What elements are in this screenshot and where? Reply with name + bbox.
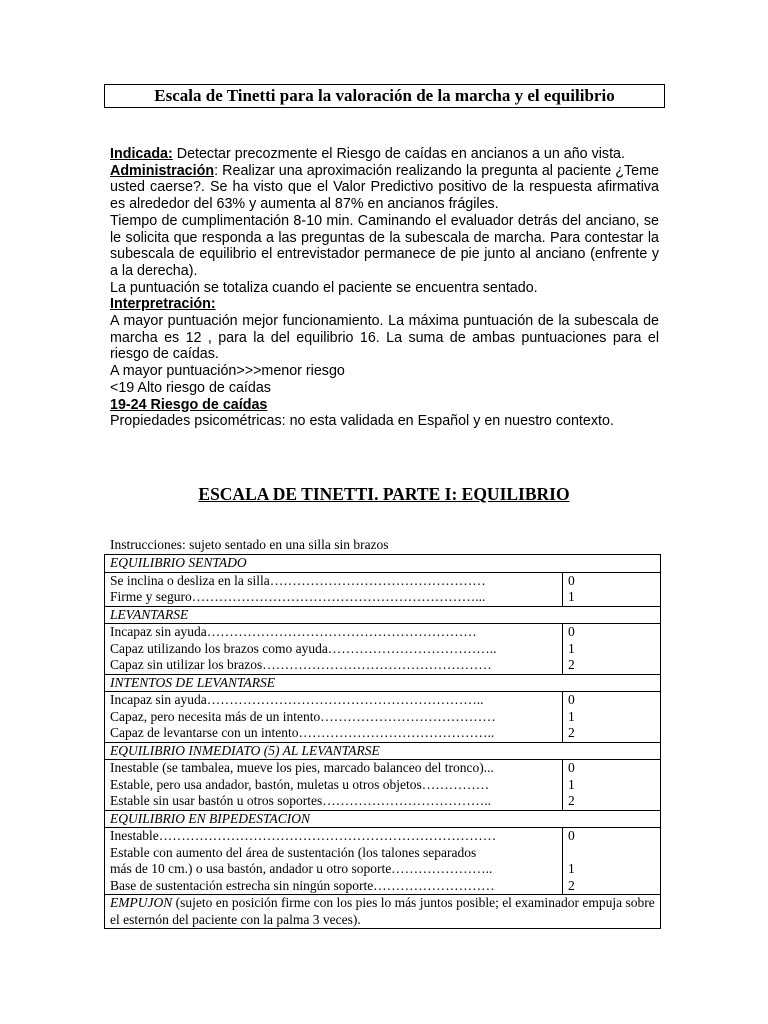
document-title: Escala de Tinetti para la valoración de la marcha y el equilibrio	[104, 84, 665, 108]
score-value: 0	[568, 692, 575, 707]
table-section-header	[105, 742, 661, 760]
section-header-levantarse: LEVANTARSE	[105, 606, 661, 624]
score-value: 2	[568, 793, 575, 808]
table-row	[105, 692, 661, 743]
item-text: Estable sin usar bastón u otros soportes………………………………..	[110, 793, 491, 808]
administracion-paragraph	[110, 163, 659, 213]
item-text: Capaz sin utilizar los brazos……………………………………………	[110, 657, 492, 672]
item-text: Incapaz sin ayuda……………………………………………………..	[110, 692, 484, 707]
intro-block	[110, 146, 659, 430]
item-cell	[105, 760, 563, 811]
item-text: Base de sustentación estrecha sin ningún soporte………………………	[110, 877, 495, 893]
indicada-paragraph	[110, 146, 659, 163]
section-header-intentos: INTENTOS DE LEVANTARSE	[105, 674, 661, 692]
score-value: 2	[568, 877, 575, 893]
section-header-equilibrio-sentado: EQUILIBRIO SENTADO	[105, 555, 661, 573]
score-value: 0	[568, 828, 575, 843]
item-cell	[105, 692, 563, 743]
equilibrio-table	[104, 554, 661, 929]
item-cell	[105, 828, 563, 895]
indicada-text: Detectar precozmente el Riesgo de caídas en ancianos a un año vista.	[172, 146, 625, 162]
table-row	[105, 895, 661, 929]
score-value: 2	[568, 657, 575, 672]
item-text: Estable, pero usa andador, bastón, muletas u otros objetos……………	[110, 776, 490, 792]
score-value: 1	[568, 861, 575, 876]
empujon-text: (sujeto en posición firme con los pies lo más juntos posible; el examinador empuja sobre el esternón del paciente con la palma 3 veces).	[110, 895, 655, 927]
item-text: Inestable…………………………………………………………………	[110, 828, 497, 843]
riesgo-label: 19-24 Riesgo de caídas	[110, 396, 268, 413]
item-text: Incapaz sin ayuda……………………………………………………	[110, 624, 477, 639]
score-value: 0	[568, 624, 575, 639]
interpretacion-heading	[110, 296, 659, 313]
section-title: ESCALA DE TINETTI. PARTE I: EQUILIBRIO	[198, 484, 570, 504]
interpretacion-label: Interpretración:	[110, 296, 216, 313]
score-cell	[563, 692, 661, 743]
tiempo-paragraph: Tiempo de cumplimentación 8-10 min. Caminando el evaluador detrás del anciano, se le solicita que responda a las preguntas de la subescala de marcha. Para contestar la subescala de equilibrio el entrevistador permanece de pie junto al anciano (enfrente y a la derecha).	[110, 212, 659, 279]
item-text: Estable con aumento del área de sustentación (los talones separados	[110, 844, 477, 860]
item-text: Firme y seguro………………………………………………………...	[110, 589, 486, 604]
score-spacer	[568, 845, 660, 862]
score-cell	[563, 828, 661, 895]
alto-riesgo-line: <19 Alto riesgo de caídas	[110, 379, 271, 396]
score-value: 0	[568, 760, 575, 775]
item-text: más de 10 cm.) o usa bastón, andador u otro soporte…………………..	[110, 861, 493, 876]
item-text: Se inclina o desliza en la silla…………………………………………	[110, 572, 486, 588]
mayor-puntuacion-line: A mayor puntuación>>>menor riesgo	[110, 363, 345, 380]
empujon-cell	[105, 895, 661, 929]
score-value: 1	[568, 708, 575, 724]
section-header-equilibrio-inmediato: EQUILIBRIO INMEDIATO (5) AL LEVANTARSE	[105, 742, 661, 760]
administracion-label: Administración	[110, 162, 215, 179]
table-section-header	[105, 674, 661, 692]
score-value: 2	[568, 725, 575, 740]
propiedades-line: Propiedades psicométricas: no esta validada en Español y en nuestro contexto.	[110, 413, 614, 430]
score-cell	[563, 760, 661, 811]
table-row	[105, 624, 661, 675]
score-cell	[563, 572, 661, 606]
empujon-label: EMPUJON	[110, 895, 173, 910]
item-text: Capaz de levantarse con un intento……………………………………..	[110, 725, 495, 740]
item-cell	[105, 572, 563, 606]
table-row	[105, 572, 661, 606]
score-value: 1	[568, 589, 575, 604]
table-row	[105, 828, 661, 895]
table-row	[105, 760, 661, 811]
score-value: 1	[568, 776, 575, 792]
table-section-header	[105, 555, 661, 573]
table-section-header	[105, 606, 661, 624]
item-text: Capaz, pero necesita más de un intento…………………………………	[110, 708, 496, 724]
table-section-header	[105, 810, 661, 828]
interpretacion-paragraph: A mayor puntuación mejor funcionamiento. La máxima puntuación de la subescala de marcha es 12 , para la del equilibrio 16. La suma de ambas puntuaciones para el riesgo de caídas.	[110, 313, 659, 363]
score-cell	[563, 624, 661, 675]
score-value: 0	[568, 572, 575, 588]
item-text: Capaz utilizando los brazos como ayuda………………………………..	[110, 640, 497, 656]
item-cell	[105, 624, 563, 675]
instructions-text: Instrucciones: sujeto sentado en una silla sin brazos	[110, 537, 389, 552]
score-value: 1	[568, 640, 575, 656]
puntuacion-paragraph: La puntuación se totaliza cuando el paciente se encuentra sentado.	[110, 279, 538, 296]
item-text: Inestable (se tambalea, mueve los pies, marcado balanceo del tronco)...	[110, 760, 494, 775]
indicada-label: Indicada:	[110, 146, 173, 162]
section-header-bipedestacion: EQUILIBRIO EN BIPEDESTACION	[105, 810, 661, 828]
riesgo-line	[110, 397, 659, 414]
administracion-text: : Realizar una aproximación realizando la pregunta al paciente ¿Teme usted caerse?. Se ha visto que el Valor Predictivo positivo de la respuesta afirmativa es alrededor del 63% y aumenta al 87% en ancianos frágiles.	[110, 162, 659, 213]
